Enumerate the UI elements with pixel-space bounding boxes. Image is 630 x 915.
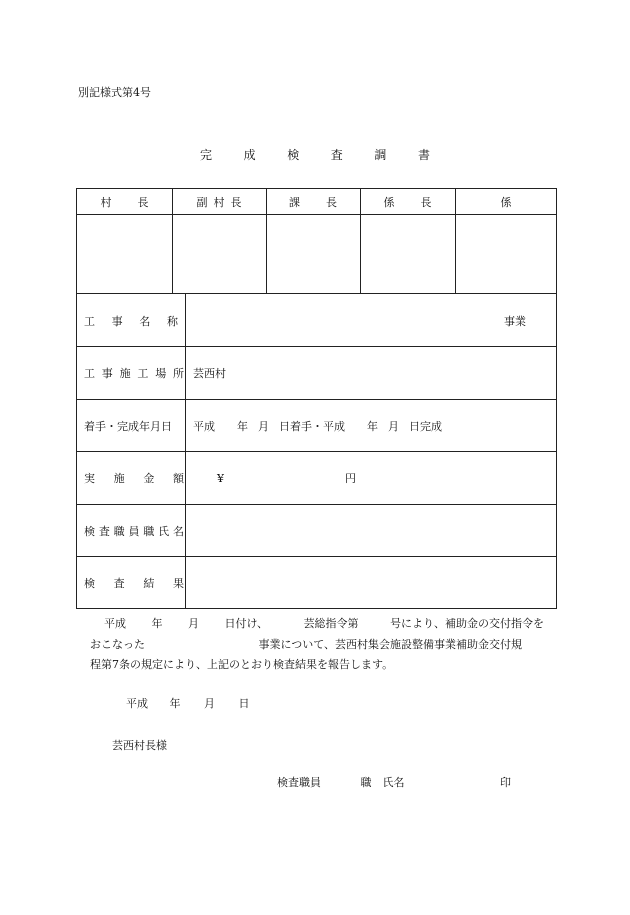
- addressee: 芸西村長様: [112, 739, 167, 752]
- seal-mark: 印: [500, 776, 511, 789]
- header-section-chief: 課 長: [289, 195, 337, 209]
- document-title: [200, 146, 430, 163]
- row-work-place: [77, 346, 556, 399]
- period-label: 着手・完成年月日: [84, 420, 172, 433]
- work-place-label: 工 事 施 工 場 所: [84, 367, 184, 380]
- header-subsection-chief: 係 長: [383, 195, 432, 209]
- name-label-text: 職 氏名: [360, 776, 405, 789]
- row-inspector: [77, 504, 556, 557]
- inspector-label-text: 検査職員: [277, 776, 321, 789]
- period-value: 平成 年 月 日着手・平成 年 月 日完成: [193, 420, 442, 433]
- work-place-value: 芸西村: [193, 367, 226, 380]
- report-date: 平成 年 月 日: [126, 697, 250, 710]
- report-line-1: 平成 年 月 日付け、 芸総指令第 号により、補助金の交付指令を: [104, 617, 545, 630]
- work-name-suffix: 事業: [504, 314, 526, 328]
- header-staff: 係: [500, 195, 512, 209]
- amount-currency: ¥: [217, 471, 224, 485]
- header-deputy-village-head: 副 村 長: [196, 195, 242, 209]
- inspector-label: 検 査 職 員 職 氏 名: [84, 525, 184, 538]
- work-name-label: 工 事 名 称: [84, 314, 178, 328]
- title-char: 書: [417, 148, 430, 162]
- report-line-3: 程第7条の規定により、上記のとおり検査結果を報告します。: [90, 658, 394, 671]
- inspection-table: [76, 293, 557, 609]
- header-village-head: 村 長: [100, 195, 149, 209]
- approval-table: [76, 188, 557, 294]
- row-work-name: [77, 294, 556, 347]
- report-line-2: おこなった 事業について、芸西村集会施設整備事業補助金交付規: [90, 638, 523, 651]
- row-amount: [77, 451, 556, 504]
- title-char: 査: [330, 148, 343, 162]
- title-char: 成: [243, 148, 256, 162]
- title-char: 検: [287, 148, 300, 162]
- title-char: 完: [200, 148, 213, 162]
- row-result: [77, 556, 556, 609]
- row-period: [77, 399, 556, 452]
- amount-label: 実 施 金 額: [84, 472, 184, 485]
- form-number: 別記様式第4号: [78, 86, 151, 99]
- amount-unit: 円: [345, 472, 356, 485]
- title-char: 調: [374, 148, 387, 162]
- signature-line: [277, 773, 511, 792]
- result-label: 検 査 結 果: [84, 577, 184, 590]
